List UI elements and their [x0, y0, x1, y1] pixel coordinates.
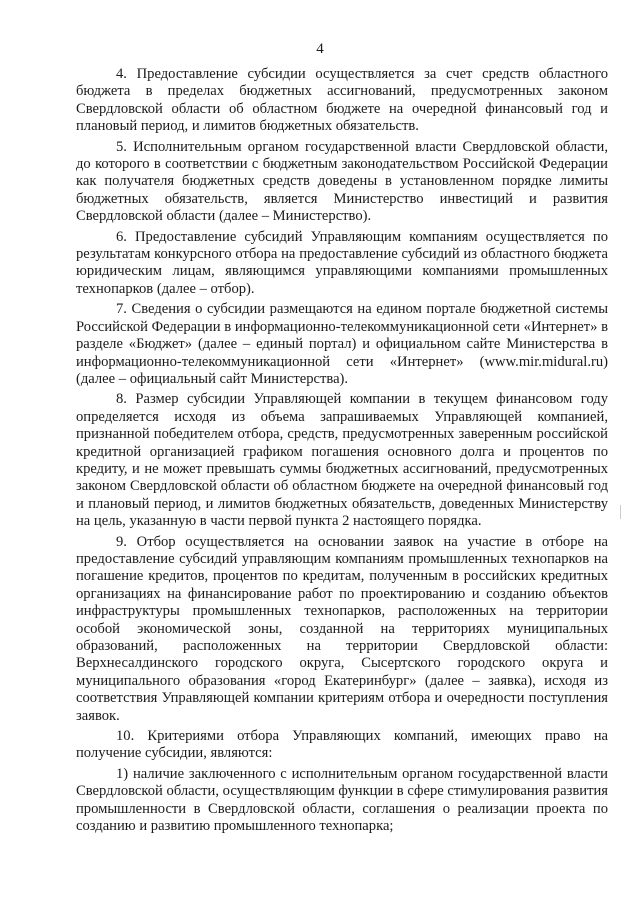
paragraph-6: 6. Предоставление субсидий Управляющим компаниям осуществляется по результатам конкурсного отбора на предоставление субсидий из областного бюджета юридическим лицам, являющимся управляющими компаниями промышленных технопарков (далее – отбор).	[76, 228, 608, 297]
paragraph-9: 9. Отбор осуществляется на основании заявок на участие в отборе на предоставление субсидий управляющим компаниям промышленных технопарков на погашение кредитов, процентов по кредитам, полученным в российских кредитных организациях на финансирование работ по проектированию и созданию объектов инфраструктуры промышленных технопарков, расположенных на территории особой экономической зоны, созданной на территориях муниципальных образований, расположенных на территории Свердловской области: Верхнесалдинского городского округа, Сысертского городского округа и муниципального образования «город Екатеринбург» (далее – заявка), исходя из соответствия Управляющей компании критериям отбора и очередности поступления заявок.	[76, 533, 608, 724]
page-number: 4	[316, 41, 324, 57]
paragraph-8: 8. Размер субсидии Управляющей компании в текущем финансовом году определяется исходя из объема запрашиваемых Управляющей компанией, признанной победителем отбора, средств, предусмотренных заверенным российской кредитной организацией графиком погашения основного долга и процентов по кредиту, и не может превышать суммы бюджетных ассигнований, предусмотренных законом Свердловской области об областном бюджете на очередной финансовый год и плановый период, и лимитов бюджетных обязательств, доведенных Министерству на цель, указанную в части первой пункта 2 настоящего порядка.	[76, 391, 608, 530]
scan-margin-mark	[620, 505, 627, 519]
paragraph-10-item-1: 1) наличие заключенного с исполнительным органом государственной власти Свердловской области, осуществляющим функции в сфере стимулирования развития промышленности в Свердловской области, соглашения о реализации проекта по созданию и развитию промышленного технопарка;	[76, 765, 608, 835]
paragraph-7: 7. Сведения о субсидии размещаются на едином портале бюджетной системы Российской Федерации в информационно-телекоммуникационной сети «Интернет» в разделе «Бюджет» (далее – единый портал) и официальном сайте Министерства в информационно-телекоммуникационной сети «Интернет» (www.mir.midural.ru) (далее – официальный сайт Министерства).	[76, 301, 608, 387]
paragraph-5: 5. Исполнительным органом государственной власти Свердловской области, до которого в соответствии с бюджетным законодательством Российской Федерации как получателя бюджетных средств доведены в установленном порядке лимиты бюджетных обязательств, является Министерство инвестиций и развития Свердловской области (далее – Министерство).	[76, 138, 608, 225]
paragraph-4: 4. Предоставление субсидии осуществляется за счет средств областного бюджета в пределах бюджетных ассигнований, предусмотренных законом Свердловской области об областном бюджете на очередной финансовый год и плановый период, и лимитов бюджетных обязательств.	[76, 66, 608, 135]
paragraph-10: 10. Критериями отбора Управляющих компаний, имеющих право на получение субсидии, являются:	[76, 728, 608, 762]
document-body	[76, 66, 608, 838]
